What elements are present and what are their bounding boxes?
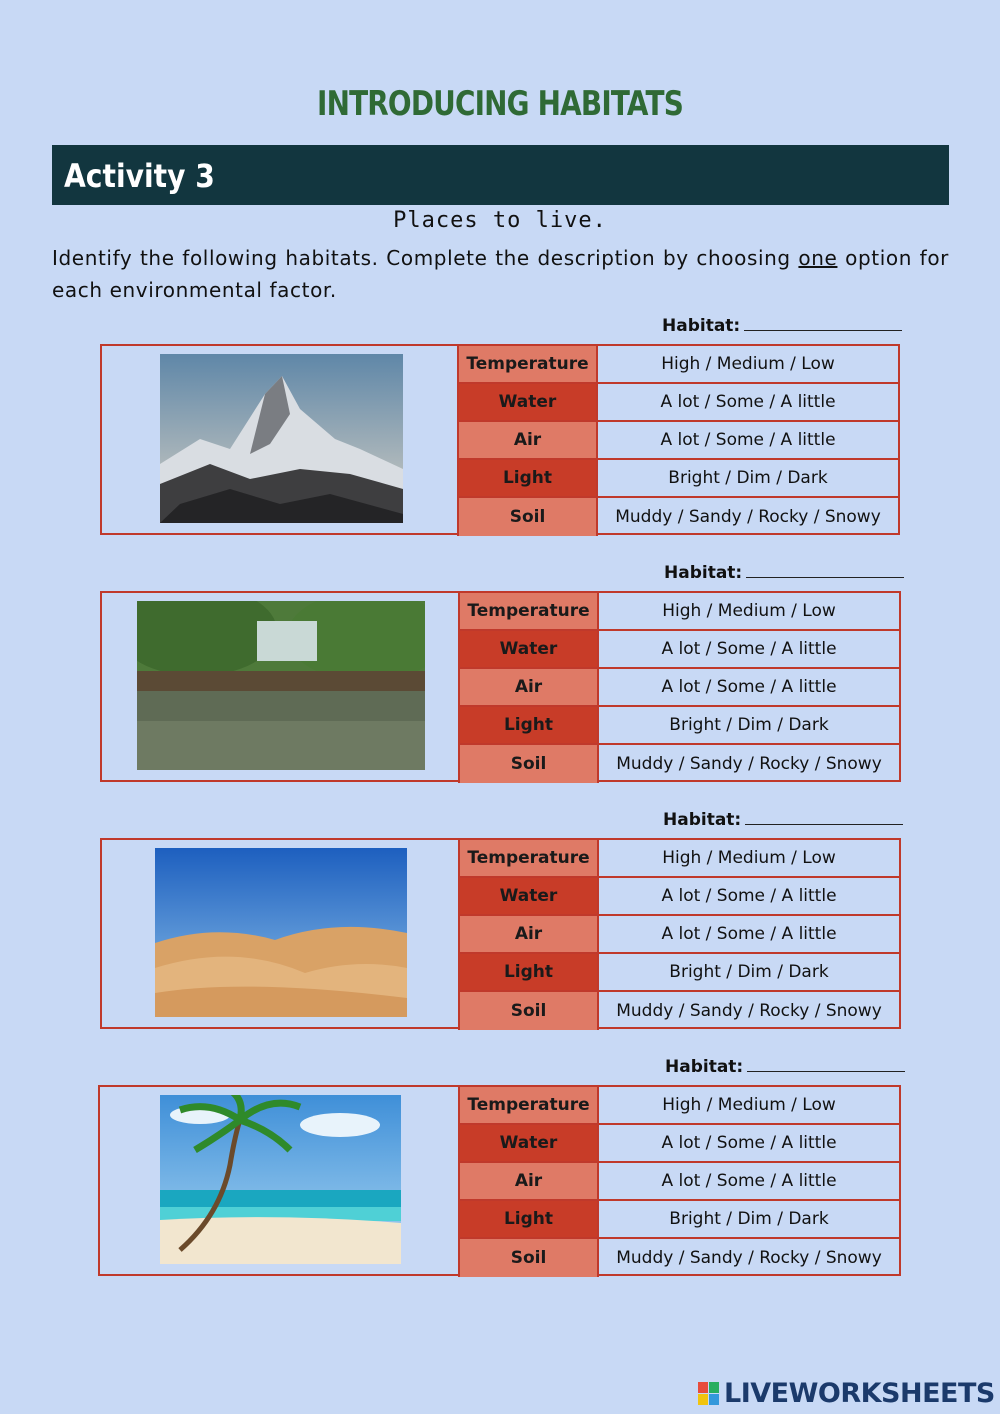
- factor-table-3: [458, 840, 899, 1027]
- habitat-label-text: Habitat:: [664, 563, 743, 583]
- factor-light: Light: [458, 707, 597, 743]
- options-water[interactable]: A lot / Some / A little: [597, 878, 899, 914]
- options-temperature[interactable]: High / Medium / Low: [597, 840, 899, 876]
- factor-water: Water: [458, 1125, 597, 1161]
- desert-photo: [155, 848, 407, 1017]
- subtitle: Places to live.: [393, 208, 607, 233]
- habitat-card-3: [100, 838, 901, 1029]
- options-light[interactable]: Bright / Dim / Dark: [597, 1201, 899, 1237]
- factor-light: Light: [458, 954, 597, 990]
- page-title: INTRODUCING HABITATS: [317, 84, 683, 124]
- instructions: [52, 242, 949, 306]
- habitat-answer-blank-1[interactable]: [744, 316, 902, 331]
- habitat-label-2: [664, 563, 904, 583]
- factor-temperature: Temperature: [457, 346, 596, 382]
- beach-palm-photo: [160, 1095, 401, 1264]
- options-water[interactable]: A lot / Some / A little: [597, 1125, 899, 1161]
- options-soil[interactable]: Muddy / Sandy / Rocky / Snowy: [597, 1239, 899, 1277]
- factor-soil: Soil: [458, 992, 597, 1030]
- factor-temperature: Temperature: [458, 593, 597, 629]
- liveworksheets-logo-icon: [698, 1382, 720, 1406]
- factor-light: Light: [457, 460, 596, 496]
- habitat-label-4: [665, 1057, 905, 1077]
- options-air[interactable]: A lot / Some / A little: [597, 1163, 899, 1199]
- habitat-card-4: [98, 1085, 901, 1276]
- habitat-label-1: [662, 316, 902, 336]
- habitat-image-cell: [102, 346, 460, 533]
- activity-banner: [52, 145, 949, 205]
- habitat-answer-blank-4[interactable]: [747, 1057, 905, 1072]
- habitat-label-3: [663, 810, 903, 830]
- options-air[interactable]: A lot / Some / A little: [596, 422, 898, 458]
- factor-water: Water: [457, 384, 596, 420]
- factor-table-2: [458, 593, 899, 780]
- options-light[interactable]: Bright / Dim / Dark: [597, 707, 899, 743]
- factor-air: Air: [458, 916, 597, 952]
- factor-temperature: Temperature: [458, 840, 597, 876]
- instructions-emphasis: one: [798, 246, 838, 270]
- options-soil[interactable]: Muddy / Sandy / Rocky / Snowy: [597, 745, 899, 783]
- factor-table-1: [457, 346, 898, 533]
- habitat-label-text: Habitat:: [663, 810, 742, 830]
- habitat-card-2: [100, 591, 901, 782]
- options-water[interactable]: A lot / Some / A little: [596, 384, 898, 420]
- factor-light: Light: [458, 1201, 597, 1237]
- habitat-image-cell: [102, 840, 460, 1027]
- factor-table-4: [458, 1087, 899, 1274]
- options-soil[interactable]: Muddy / Sandy / Rocky / Snowy: [597, 992, 899, 1030]
- footer-brand[interactable]: LIVEWORKSHEETS: [724, 1378, 995, 1409]
- options-light[interactable]: Bright / Dim / Dark: [596, 460, 898, 496]
- factor-soil: Soil: [458, 745, 597, 783]
- mangrove-photo: [137, 601, 425, 770]
- factor-temperature: Temperature: [458, 1087, 597, 1123]
- options-water[interactable]: A lot / Some / A little: [597, 631, 899, 667]
- mountain-photo: [160, 354, 403, 523]
- habitat-answer-blank-2[interactable]: [746, 563, 904, 578]
- instructions-part1: Identify the following habitats. Complete the description by choosing: [52, 246, 799, 270]
- options-air[interactable]: A lot / Some / A little: [597, 669, 899, 705]
- habitat-image-cell: [102, 593, 460, 780]
- factor-air: Air: [458, 1163, 597, 1199]
- factor-soil: Soil: [457, 498, 596, 536]
- factor-soil: Soil: [458, 1239, 597, 1277]
- factor-air: Air: [457, 422, 596, 458]
- options-air[interactable]: A lot / Some / A little: [597, 916, 899, 952]
- instructions-part2: option for each environmental factor.: [52, 246, 949, 302]
- options-soil[interactable]: Muddy / Sandy / Rocky / Snowy: [596, 498, 898, 536]
- habitat-image-cell: [100, 1087, 458, 1274]
- options-temperature[interactable]: High / Medium / Low: [597, 593, 899, 629]
- factor-water: Water: [458, 631, 597, 667]
- habitat-card-1: [100, 344, 900, 535]
- habitat-label-text: Habitat:: [665, 1057, 744, 1077]
- activity-label: Activity 3: [64, 157, 215, 195]
- habitat-answer-blank-3[interactable]: [745, 810, 903, 825]
- options-temperature[interactable]: High / Medium / Low: [596, 346, 898, 382]
- factor-water: Water: [458, 878, 597, 914]
- options-light[interactable]: Bright / Dim / Dark: [597, 954, 899, 990]
- factor-air: Air: [458, 669, 597, 705]
- options-temperature[interactable]: High / Medium / Low: [597, 1087, 899, 1123]
- habitat-label-text: Habitat:: [662, 316, 741, 336]
